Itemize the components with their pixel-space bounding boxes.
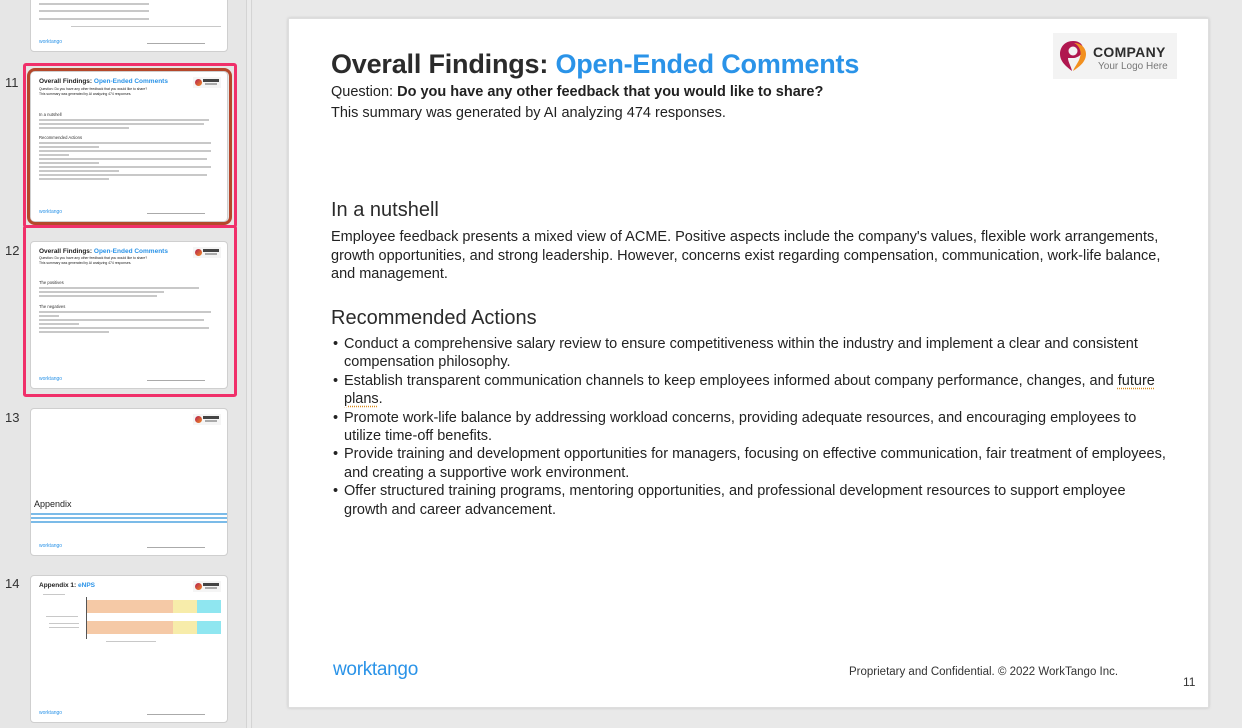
thumb-label xyxy=(49,627,79,628)
thumb-brand: worktango xyxy=(39,376,63,382)
slide-thumbnail-12[interactable] xyxy=(30,241,228,389)
slide-number: 13 xyxy=(5,410,20,425)
current-slide[interactable] xyxy=(288,18,1209,708)
summary-line[interactable]: This summary was generated by AI analyzing 474 responses. xyxy=(331,105,726,121)
thumb-question: Question: Do you have any other feedback that you would like to share? xyxy=(39,256,148,260)
company-logo-icon xyxy=(1058,40,1088,72)
thumb-text-line xyxy=(39,295,157,297)
thumb-bar-segment xyxy=(197,621,221,634)
thumb-bar-segment xyxy=(197,600,221,613)
thumb-question: Question: Do you have any other feedback that you would like to share? xyxy=(39,87,148,91)
thumb-note xyxy=(71,26,221,27)
action-item: • Conduct a comprehensive salary review to ensure competitiveness within the industry and implement a clear and consistent compensation philosophy. xyxy=(331,335,1171,372)
thumb-footer xyxy=(147,547,205,549)
thumb-brand: worktango xyxy=(39,39,63,45)
thumb-heading: In a nutshell xyxy=(39,112,62,117)
slide-editor-canvas xyxy=(253,0,1242,728)
thumb-heading: Recommended Actions xyxy=(39,135,83,140)
thumb-title: Appendix xyxy=(34,499,72,509)
thumb-text-line xyxy=(39,331,109,333)
thumb-bar-segment xyxy=(87,600,173,613)
thumb-title: Appendix 1: eNPS xyxy=(39,582,95,589)
thumb-bar-segment xyxy=(173,600,197,613)
thumb-heading: The positives xyxy=(39,280,64,285)
thumb-text-line xyxy=(39,291,164,293)
thumb-divider xyxy=(31,517,227,519)
thumb-footer xyxy=(147,714,205,716)
footer-legal: Proprietary and Confidential. © 2022 WorkTango Inc. xyxy=(849,666,1119,678)
thumb-table-row xyxy=(39,10,149,12)
slide-number: 12 xyxy=(5,243,20,258)
thumb-text-line xyxy=(39,311,211,313)
thumb-footer xyxy=(147,380,205,382)
nutshell-body[interactable]: Employee feedback presents a mixed view of ACME. Positive aspects include the company's values, flexible work arrangements, growth opportunities, and strong leadership. However, concerns exist regarding compensation, communication, work-life balance, and management. xyxy=(331,229,1161,282)
nutshell-heading[interactable]: In a nutshell xyxy=(331,199,439,221)
page-number: 11 xyxy=(1183,675,1196,689)
slide-title[interactable] xyxy=(331,49,859,80)
thumb-table-row xyxy=(39,3,149,5)
thumb-label xyxy=(43,594,65,595)
thumb-text-line xyxy=(39,315,59,317)
thumb-brand: worktango xyxy=(39,543,63,549)
action-item-text: Establish transparent communication channels to keep employees informed about company performance, changes, and xyxy=(344,372,1118,389)
action-item xyxy=(331,372,1171,409)
thumb-legend xyxy=(106,641,156,642)
thumb-footer xyxy=(147,43,205,45)
thumb-title: Overall Findings: Open-Ended Comments xyxy=(39,248,168,255)
action-item: • Provide training and development opportunities for managers, focusing on effective communication, fair treatment of employees, and creating a supportive work environment. xyxy=(331,445,1171,482)
actions-list[interactable] xyxy=(331,335,1171,519)
slide-thumbnail-panel[interactable] xyxy=(0,0,246,728)
thumb-table-row xyxy=(39,18,149,20)
slide-number: 14 xyxy=(5,576,20,591)
slide-thumbnail-13[interactable] xyxy=(30,408,228,556)
thumb-text-line xyxy=(39,323,79,325)
company-logo-tagline: Your Logo Here xyxy=(1098,61,1168,72)
thumb-label xyxy=(46,616,78,617)
slide-number: 11 xyxy=(5,75,19,90)
company-logo[interactable] xyxy=(1053,33,1177,79)
question-line[interactable] xyxy=(331,84,823,100)
slide-thumbnail-14[interactable] xyxy=(30,575,228,723)
thumb-divider xyxy=(31,513,227,515)
thumb-heading: The negatives xyxy=(39,304,66,309)
thumb-text-line xyxy=(39,327,209,329)
thumb-company-logo xyxy=(193,414,221,425)
thumb-divider xyxy=(31,521,227,523)
question-text: Do you have any other feedback that you would like to share? xyxy=(397,84,824,100)
thumb-title: Overall Findings: Open-Ended Comments xyxy=(39,78,168,85)
active-slide-frame xyxy=(27,68,232,225)
thumb-summary: This summary was generated by AI analyzing 474 responses. xyxy=(39,261,132,265)
thumb-brand: worktango xyxy=(39,710,63,716)
title-prefix: Overall Findings: xyxy=(331,49,556,79)
thumb-text-line xyxy=(39,287,199,289)
thumb-bar-segment xyxy=(173,621,197,634)
thumb-summary: This summary was generated by AI analyzing 474 responses. xyxy=(39,92,132,96)
action-item: • Promote work-life balance by addressing workload concerns, providing adequate resources, and encouraging employees to utilize time-off benefits. xyxy=(331,409,1171,446)
question-label: Question: xyxy=(331,84,398,100)
actions-heading[interactable]: Recommended Actions xyxy=(331,307,537,329)
thumb-brand: worktango xyxy=(39,209,63,215)
thumb-company-logo xyxy=(193,247,221,258)
panel-resize-handle[interactable] xyxy=(246,0,252,728)
thumb-text-line xyxy=(39,319,204,321)
action-item: • Offer structured training programs, mentoring opportunities, and professional development resources to support employee growth and career advancement. xyxy=(331,482,1171,519)
thumb-label xyxy=(49,623,79,624)
action-item-text: . xyxy=(378,391,383,408)
title-accent: Open-Ended Comments xyxy=(555,49,860,79)
worktango-logo: worktango xyxy=(333,659,418,680)
company-logo-name: COMPANY xyxy=(1093,44,1166,60)
slide-thumbnail-10[interactable] xyxy=(30,0,228,52)
spellcheck-flagged-text[interactable]: future plans xyxy=(344,372,1155,408)
thumb-bar-segment xyxy=(87,621,173,634)
thumb-company-logo xyxy=(193,581,221,592)
